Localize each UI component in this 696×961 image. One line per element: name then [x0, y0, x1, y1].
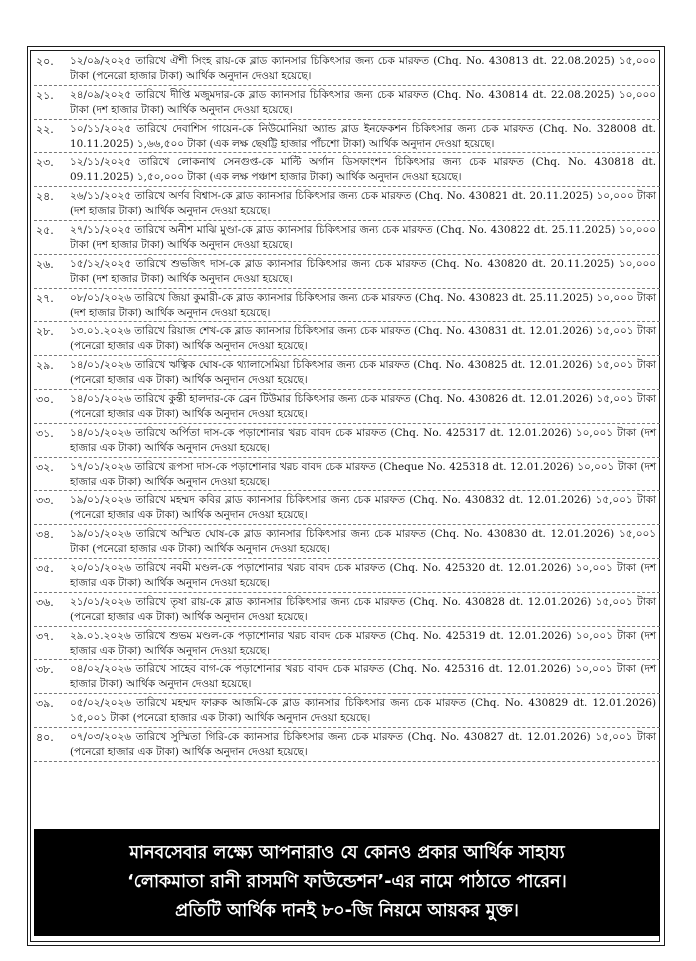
entry-text: ১৭/০১/২০২৬ তারিখে রূপসা দাস-কে পড়াশোনার খরচ বাবদ চেক মারফত (Cheque No. 425318 dt. 12.01.2026) ১০,০০১ টাকা (দশ হাজার এক টাকা) আর্থিক অনুদান দেওয়া হয়েছে। — [70, 460, 656, 488]
entry-text: ০৫/০২/২০২৬ তারিখে মহম্মদ ফারুক আজমি-কে ব্লাড ক্যানসার চিকিৎসার জন্য চেক মারফত (Chq. No. 430829 dt. 12.01.2026) ১৫,০০১ টাকা (পনেরো হাজার এক টাকা) আর্থিক অনুদান দেওয়া হয়েছে। — [70, 697, 656, 725]
list-item — [34, 322, 660, 356]
list-item — [34, 627, 660, 661]
donation-appeal-banner — [34, 829, 660, 936]
entry-text: ০৭/০৩/২০২৬ তারিখে সুস্মিতা গিরি-কে ক্যানসার চিকিৎসার জন্য চেক মারফত (Chq. No. 430827 dt. 12.01.2026) ১৫,০০১ টাকা (পনেরো হাজার এক টাকা) আর্থিক অনুদান দেওয়া হয়েছে। — [70, 730, 656, 758]
entry-text: ০৪/০২/২০২৬ তারিখে সাহেব বাগ-কে পড়াশোনার খরচ বাবদ চেক মারফত (Chq. No. 425316 dt. 12.01.2026) ১০,০০১ টাকা (দশ হাজার টাকা) আর্থিক অনুদান দেওয়া হয়েছে। — [70, 663, 656, 691]
banner-line-3: প্রতিটি আর্থিক দানই ৮০-জি নিয়মে আয়কর মুক্ত। — [175, 901, 519, 921]
entry-text: ১৪/০১/২০২৬ তারিখে ঋত্বিক ঘোষ-কে থ্যালাসেমিয়া চিকিৎসার জন্য চেক মারফত (Chq. No. 430825 dt. 12.01.2026) ১৫,০০১ টাকা (পনেরো হাজার এক টাকা) আর্থিক অনুদান দেওয়া হয়েছে। — [70, 359, 656, 387]
entry-number: ৩৮. — [36, 663, 54, 677]
entry-text: ১২/০৯/২০২৫ তারিখে ঐশী সিংহ রায়-কে ব্লাড ক্যানসার চিকিৎসার জন্য চেক মারফত (Chq. No. 430813 dt. 22.08.2025) ১৫,০০০ টাকা (পনেরো হাজার টাকা) আর্থিক অনুদান দেওয়া হয়েছে। — [70, 55, 656, 82]
entry-number: ২৯. — [36, 359, 54, 373]
banner-line-1: মানবসেবার লক্ষ্যে আপনারাও যে কোনও প্রকার আর্থিক সাহায্য — [129, 843, 565, 863]
entry-number: ২৩. — [36, 156, 54, 170]
list-item — [34, 694, 660, 728]
list-item — [34, 153, 660, 187]
list-item — [34, 289, 660, 323]
entry-text: ১৪/০১/২০২৬ তারিখে কুন্তী হালদার-কে ব্রেন টিউমার চিকিৎসার জন্য চেক মারফত (Chq. No. 430826 dt. 12.01.2026) ১৫,০০১ টাকা (পনেরো হাজার এক টাকা) আর্থিক অনুদান দেওয়া হয়েছে। — [70, 392, 656, 420]
entry-number: ২৫. — [36, 223, 54, 237]
entry-number: ৩৭. — [36, 629, 54, 643]
entry-text: ২০/০১/২০২৬ তারিখে নবমী মণ্ডল-কে পড়াশোনার খরচ বাবদ চেক মারফত (Chq. No. 425320 dt. 12.01.2026) ১০,০০১ টাকা (দশ হাজার এক টাকা) আর্থিক অনুদান দেওয়া হয়েছে। — [70, 561, 656, 589]
entry-text: ১৩.০১.২০২৬ তারিখে রিয়াজ শেখ-কে ব্লাড ক্যানসার চিকিৎসার জন্য চেক মারফত (Chq. No. 430831 dt. 12.01.2026) ১৫,০০১ টাকা (পনেরো হাজার এক টাকা) আর্থিক অনুদান দেওয়া হয়েছে। — [70, 325, 656, 353]
list-item — [34, 424, 660, 458]
entry-number: ৩৪. — [36, 528, 54, 542]
list-item — [34, 593, 660, 627]
entry-text: ১২/১১/২০২৫ তারিখে লোকনাথ সেনগুপ্ত-কে মাল্টি অর্গান ডিসফাংশন চিকিৎসার জন্য চেক মারফত (Chq. No. 430818 dt. 09.11.2025) ১,৫০,০০০ টাকা (এক লক্ষ পঞ্চাশ হাজার টাকা) আর্থিক অনুদান দেওয়া হয়েছে। — [70, 156, 656, 184]
entry-number: ২০. — [36, 55, 54, 68]
entry-number: ৩৩. — [36, 494, 54, 508]
donation-list — [34, 52, 660, 762]
entry-number: ৩০. — [36, 392, 54, 406]
entry-text: ২১/০১/২০২৬ তারিখে তৃষা রায়-কে ব্লাড ক্যানসার চিকিৎসার জন্য চেক মারফত (Chq. No. 430828 dt. 12.01.2026) ১৫,০০১ টাকা (পনেরো হাজার এক টাকা) আর্থিক অনুদান দেওয়া হয়েছে। — [70, 595, 656, 623]
list-item — [34, 221, 660, 255]
entry-number: ২৭. — [36, 291, 54, 305]
entry-text: ২৬/১১/২০২৫ তারিখে অর্ণব বিশ্বাস-কে ব্লাড ক্যানসার চিকিৎসার জন্য চেক মারফত (Chq. No. 430821 dt. 20.11.2025) ১০,০০০ টাকা (দশ হাজার টাকা) আর্থিক অনুদান দেওয়া হয়েছে। — [70, 190, 656, 218]
entry-text: ০৮/০১/২০২৬ তারিখে জিয়া কুমারী-কে ব্লাড ক্যানসার চিকিৎসার জন্য চেক মারফত (Chq. No. 430823 dt. 25.11.2025) ১০,০০০ টাকা (দশ হাজার টাকা) আর্থিক অনুদান দেওয়া হয়েছে। — [70, 291, 656, 319]
list-item — [34, 86, 660, 120]
list-item — [34, 491, 660, 525]
entry-text: ২৭/১১/২০২৫ তারিখে অনীশ মাঝি মুণ্ডা-কে ব্লাড ক্যানসার চিকিৎসার জন্য চেক মারফত (Chq. No. 430822 dt. 25.11.2025) ১০,০০০ টাকা (দশ হাজার টাকা) আর্থিক অনুদান দেওয়া হয়েছে। — [70, 223, 656, 251]
entry-number: ২১. — [36, 88, 54, 102]
list-item — [34, 660, 660, 694]
list-item — [34, 728, 660, 762]
entry-text: ২৯.০১.২০২৬ তারিখে শুভম মণ্ডল-কে পড়াশোনার খরচ বাবদ চেক মারফত (Chq. No. 425319 dt. 12.01.2026) ১০,০০১ টাকা (দশ হাজার এক টাকা) আর্থিক অনুদান দেওয়া হয়েছে। — [70, 629, 656, 657]
list-item — [34, 356, 660, 390]
list-item — [34, 255, 660, 289]
list-item — [34, 52, 660, 86]
entry-number: ৪০. — [36, 730, 54, 744]
list-item — [34, 390, 660, 424]
entry-number: ৩১. — [36, 426, 54, 440]
entry-text: ১০/১১/২০২৫ তারিখে দেবাশিস গায়েন-কে নিউমোনিয়া অ্যান্ড ব্লাড ইনফেকশন চিকিৎসার জন্য চেক মারফত (Chq. No. 328008 dt. 10.11.2025) ১,৬৬,৫০০ টাকা (এক লক্ষ ছেষট্টি হাজার পাঁচশো টাকা) আর্থিক অনুদান দেওয়া হয়েছে। — [70, 122, 656, 150]
entry-text: ১৯/০১/২০২৬ তারিখে অস্মিত ঘোষ-কে ব্লাড ক্যানসার চিকিৎসার জন্য চেক মারফত (Chq. No. 430830 dt. 12.01.2026) ১৫,০০১ টাকা (পনেরো হাজার এক টাকা) আর্থিক অনুদান দেওয়া হয়েছে। — [70, 528, 656, 556]
entry-text: ১৪/০১/২০২৬ তারিখে অর্পিতা দাস-কে পড়াশোনার খরচ বাবদ চেক মারফত (Chq. No. 425317 dt. 12.01.2026) ১০,০০১ টাকা (দশ হাজার এক টাকা) আর্থিক অনুদান দেওয়া হয়েছে। — [70, 426, 656, 454]
entry-number: ৩২. — [36, 460, 54, 474]
entry-text: ১৯/০১/২০২৬ তারিখে মহম্মদ কবির ব্লাড ক্যানসার চিকিৎসার জন্য চেক মারফত (Chq. No. 430832 dt. 12.01.2026) ১৫,০০১ টাকা (পনেরো হাজার এক টাকা) আর্থিক অনুদান দেওয়া হয়েছে। — [70, 494, 656, 522]
list-item — [34, 187, 660, 221]
list-item — [34, 559, 660, 593]
list-item — [34, 525, 660, 559]
entry-number: ৩৬. — [36, 595, 54, 609]
list-item — [34, 120, 660, 154]
entry-number: ৩৯. — [36, 697, 54, 711]
banner-line-2: ‘লোকমাতা রানী রাসমণি ফাউন্ডেশন’-এর নামে পাঠাতে পারেন। — [127, 872, 567, 892]
entry-number: ২৪. — [36, 190, 54, 204]
entry-number: ৩৫. — [36, 561, 54, 575]
entry-number: ২৬. — [36, 257, 54, 271]
list-item — [34, 458, 660, 492]
entry-text: ২৪/০৯/২০২৫ তারিখে দীপ্তি মজুমদার-কে ব্লাড ক্যানসার চিকিৎসার জন্য চেক মারফত (Chq. No. 430814 dt. 22.08.2025) ১০,০০০ টাকা (দশ হাজার টাকা) আর্থিক অনুদান দেওয়া হয়েছে। — [70, 88, 656, 116]
entry-text: ১৫/১২/২০২৫ তারিখে শুভজিৎ দাস-কে ব্লাড ক্যানসার চিকিৎসার জন্য চেক মারফত (Chq. No. 430820 dt. 20.11.2025) ১০,০০০ টাকা (দশ হাজার টাকা) আর্থিক অনুদান দেওয়া হয়েছে। — [70, 257, 656, 285]
entry-number: ২২. — [36, 122, 54, 136]
entry-number: ২৮. — [36, 325, 54, 339]
